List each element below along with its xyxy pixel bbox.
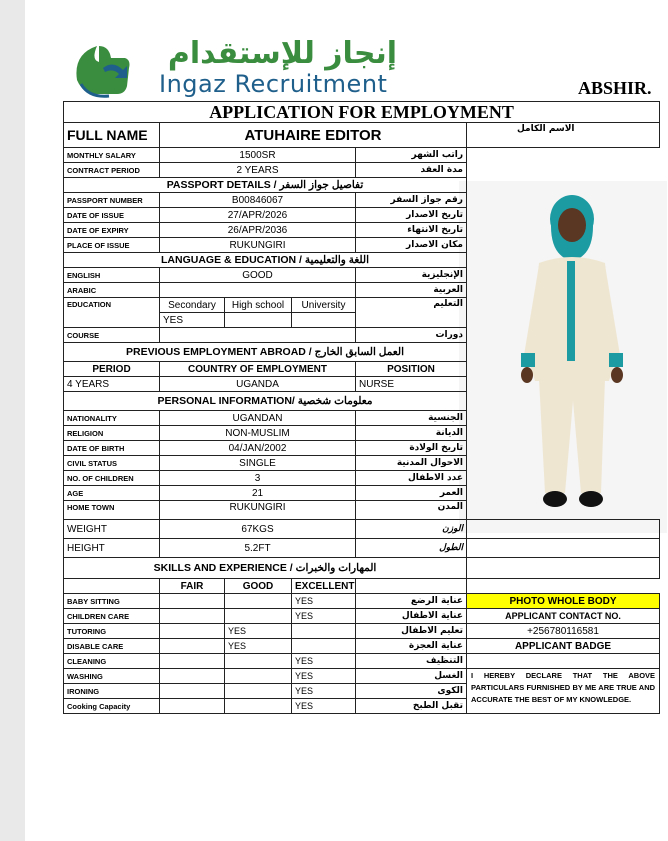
employment-application-table bbox=[63, 101, 660, 714]
contract-period-value: 2 YEARS bbox=[160, 163, 356, 178]
contact-label: APPLICANT CONTACT NO. bbox=[467, 609, 660, 624]
age-label: AGE bbox=[64, 486, 160, 501]
issue-date-label: DATE OF ISSUE bbox=[64, 208, 160, 223]
issue-date-value: 27/APR/2026 bbox=[160, 208, 356, 223]
weight-arabic: الوزن bbox=[356, 520, 467, 539]
skill-row: BABY SITTING YES عناية الرضع PHOTO WHOLE BODY bbox=[64, 594, 660, 609]
age-value: 21 bbox=[160, 486, 356, 501]
company-logo bbox=[69, 36, 409, 106]
skill-arabic: الغسل bbox=[356, 669, 467, 684]
english-arabic: الإنجليزية bbox=[356, 268, 467, 283]
skill-arabic: عناية الاطفال bbox=[356, 609, 467, 624]
religion-value: NON-MUSLIM bbox=[160, 426, 356, 441]
full-name-value: ATUHAIRE EDITOR bbox=[160, 123, 467, 148]
agency-name: ABSHIR. bbox=[578, 78, 652, 98]
education-university-header: University bbox=[292, 298, 356, 313]
age-arabic: العمر bbox=[356, 486, 467, 501]
children-label: NO. OF CHILDREN bbox=[64, 471, 160, 486]
dob-label: DATE OF BIRTH bbox=[64, 441, 160, 456]
skill-row: CHILDREN CARE YES عناية الاطفال APPLICANT CONTACT NO. bbox=[64, 609, 660, 624]
course-label: COURSE bbox=[64, 328, 160, 343]
height-label: HEIGHT bbox=[64, 539, 160, 558]
english-label: ENGLISH bbox=[64, 268, 160, 283]
skill-label: DISABLE CARE bbox=[64, 639, 160, 654]
nationality-arabic: الجنسية bbox=[356, 411, 467, 426]
place-of-issue-arabic: مكان الاصدار bbox=[356, 238, 467, 253]
english-value: GOOD bbox=[160, 268, 356, 283]
country-header: COUNTRY OF EMPLOYMENT bbox=[160, 362, 356, 377]
badge-label: APPLICANT BADGE bbox=[467, 639, 660, 654]
logo-english-text: Ingaz Recruitment bbox=[159, 70, 388, 98]
monthly-salary-arabic: راتب الشهر bbox=[356, 148, 467, 163]
skill-label: TUTORING bbox=[64, 624, 160, 639]
skill-label: WASHING bbox=[64, 669, 160, 684]
fair-header: FAIR bbox=[160, 579, 225, 594]
skill-row: DISABLE CARE YES عناية العجزة APPLICANT BADGE bbox=[64, 639, 660, 654]
children-arabic: عدد الاطفال bbox=[356, 471, 467, 486]
contract-period-label: CONTRACT PERIOD bbox=[64, 163, 160, 178]
period-value: 4 YEARS bbox=[64, 377, 160, 392]
course-value bbox=[160, 328, 356, 343]
skill-arabic: تعليم الاطفال bbox=[356, 624, 467, 639]
skill-arabic: عناية الرضع bbox=[356, 594, 467, 609]
passport-number-value: B00846067 bbox=[160, 193, 356, 208]
skill-row: IRONING YES الكوى bbox=[64, 684, 660, 699]
logo-arabic-text: إنجاز للإستقدام bbox=[167, 36, 397, 71]
arabic-value bbox=[160, 283, 356, 298]
skill-row: TUTORING YES تعليم الاطفال +256780116581 bbox=[64, 624, 660, 639]
personal-section-title: PERSONAL INFORMATION/ معلومات شخصية bbox=[64, 392, 467, 411]
good-header: GOOD bbox=[225, 579, 292, 594]
skills-section-title: SKILLS AND EXPERIENCE / المهارات والخبرات bbox=[64, 558, 467, 579]
education-highschool-header: High school bbox=[225, 298, 292, 313]
education-highschool-value bbox=[225, 313, 292, 328]
skill-label: CHILDREN CARE bbox=[64, 609, 160, 624]
nationality-label: NATIONALITY bbox=[64, 411, 160, 426]
excellent-header: EXCELLENT bbox=[292, 579, 356, 594]
passport-section-title: PASSPORT DETAILS / تفاصيل جواز السفر bbox=[64, 178, 467, 193]
education-university-value bbox=[292, 313, 356, 328]
monthly-salary-value: 1500SR bbox=[160, 148, 356, 163]
position-value: NURSE bbox=[356, 377, 467, 392]
previous-employment-section-title: PREVIOUS EMPLOYMENT ABROAD / العمل السابق الخارج bbox=[64, 343, 467, 362]
arabic-label: ARABIC bbox=[64, 283, 160, 298]
expiry-date-arabic: تاريخ الانتهاء bbox=[356, 223, 467, 238]
hometown-label: HOME TOWN bbox=[64, 501, 160, 520]
monthly-salary-label: MONTHLY SALARY bbox=[64, 148, 160, 163]
weight-label: WEIGHT bbox=[64, 520, 160, 539]
passport-number-label: PASSPORT NUMBER bbox=[64, 193, 160, 208]
skill-arabic: عناية العجزة bbox=[356, 639, 467, 654]
religion-label: RELIGION bbox=[64, 426, 160, 441]
form-title: APPLICATION FOR EMPLOYMENT bbox=[64, 102, 660, 123]
education-secondary-value: YES bbox=[160, 313, 225, 328]
skill-arabic: تقبل الطبخ bbox=[356, 699, 467, 714]
religion-arabic: الديانة bbox=[356, 426, 467, 441]
contract-period-arabic: مدة العقد bbox=[356, 163, 467, 178]
dob-arabic: تاريخ الولادة bbox=[356, 441, 467, 456]
civil-status-value: SINGLE bbox=[160, 456, 356, 471]
position-header: POSITION bbox=[356, 362, 467, 377]
civil-status-arabic: الاحوال المدنية bbox=[356, 456, 467, 471]
declaration-text: I HEREBY DECLARE THAT THE ABOVE PARTICULARS FURNISHED BY ME ARE TRUE AND ACCURATE THE BEST OF MY KNOWLEDGE. bbox=[467, 669, 660, 714]
height-arabic: الطول bbox=[356, 539, 467, 558]
skill-label: BABY SITTING bbox=[64, 594, 160, 609]
document-page bbox=[25, 0, 668, 841]
place-of-issue-value: RUKUNGIRI bbox=[160, 238, 356, 253]
skill-label: IRONING bbox=[64, 684, 160, 699]
country-value: UGANDA bbox=[160, 377, 356, 392]
nationality-value: UGANDAN bbox=[160, 411, 356, 426]
period-header: PERIOD bbox=[64, 362, 160, 377]
children-value: 3 bbox=[160, 471, 356, 486]
civil-status-label: CIVIL STATUS bbox=[64, 456, 160, 471]
skill-arabic: التنظيف bbox=[356, 654, 467, 669]
arabic-arabic: العربية bbox=[356, 283, 467, 298]
full-name-arabic: الاسم الكامل bbox=[467, 123, 660, 148]
skill-label: CLEANING bbox=[64, 654, 160, 669]
hometown-arabic: المدن bbox=[356, 501, 467, 520]
education-secondary-header: Secondary bbox=[160, 298, 225, 313]
full-name-label: FULL NAME bbox=[64, 123, 160, 148]
skill-row: WASHING YES الغسل I HEREBY DECLARE THAT THE ABOVE PARTICULARS FURNISHED BY ME ARE TRUE AND ACCURATE THE BEST OF MY KNOWLEDGE. bbox=[64, 669, 660, 684]
weight-value: 67KGS bbox=[160, 520, 356, 539]
expiry-date-value: 26/APR/2036 bbox=[160, 223, 356, 238]
skill-row: Cooking Capacity YES تقبل الطبخ bbox=[64, 699, 660, 714]
skill-arabic: الكوى bbox=[356, 684, 467, 699]
skill-row: CLEANING YES التنظيف bbox=[64, 654, 660, 669]
expiry-date-label: DATE OF EXPIRY bbox=[64, 223, 160, 238]
language-section-title: LANGUAGE & EDUCATION / اللغة والتعليمية bbox=[64, 253, 467, 268]
thumbs-up-icon bbox=[69, 36, 139, 106]
skill-label: Cooking Capacity bbox=[64, 699, 160, 714]
photo-whole-body-label: PHOTO WHOLE BODY bbox=[467, 594, 660, 609]
education-label: EDUCATION bbox=[64, 298, 160, 328]
course-arabic: دورات bbox=[356, 328, 467, 343]
hometown-value: RUKUNGIRI bbox=[160, 501, 356, 520]
issue-date-arabic: تاريخ الاصدار bbox=[356, 208, 467, 223]
education-arabic: التعليم bbox=[356, 298, 467, 328]
height-value: 5.2FT bbox=[160, 539, 356, 558]
place-of-issue-label: PLACE OF ISSUE bbox=[64, 238, 160, 253]
dob-value: 04/JAN/2002 bbox=[160, 441, 356, 456]
passport-number-arabic: رقم جواز السفر bbox=[356, 193, 467, 208]
contact-value: +256780116581 bbox=[467, 624, 660, 639]
